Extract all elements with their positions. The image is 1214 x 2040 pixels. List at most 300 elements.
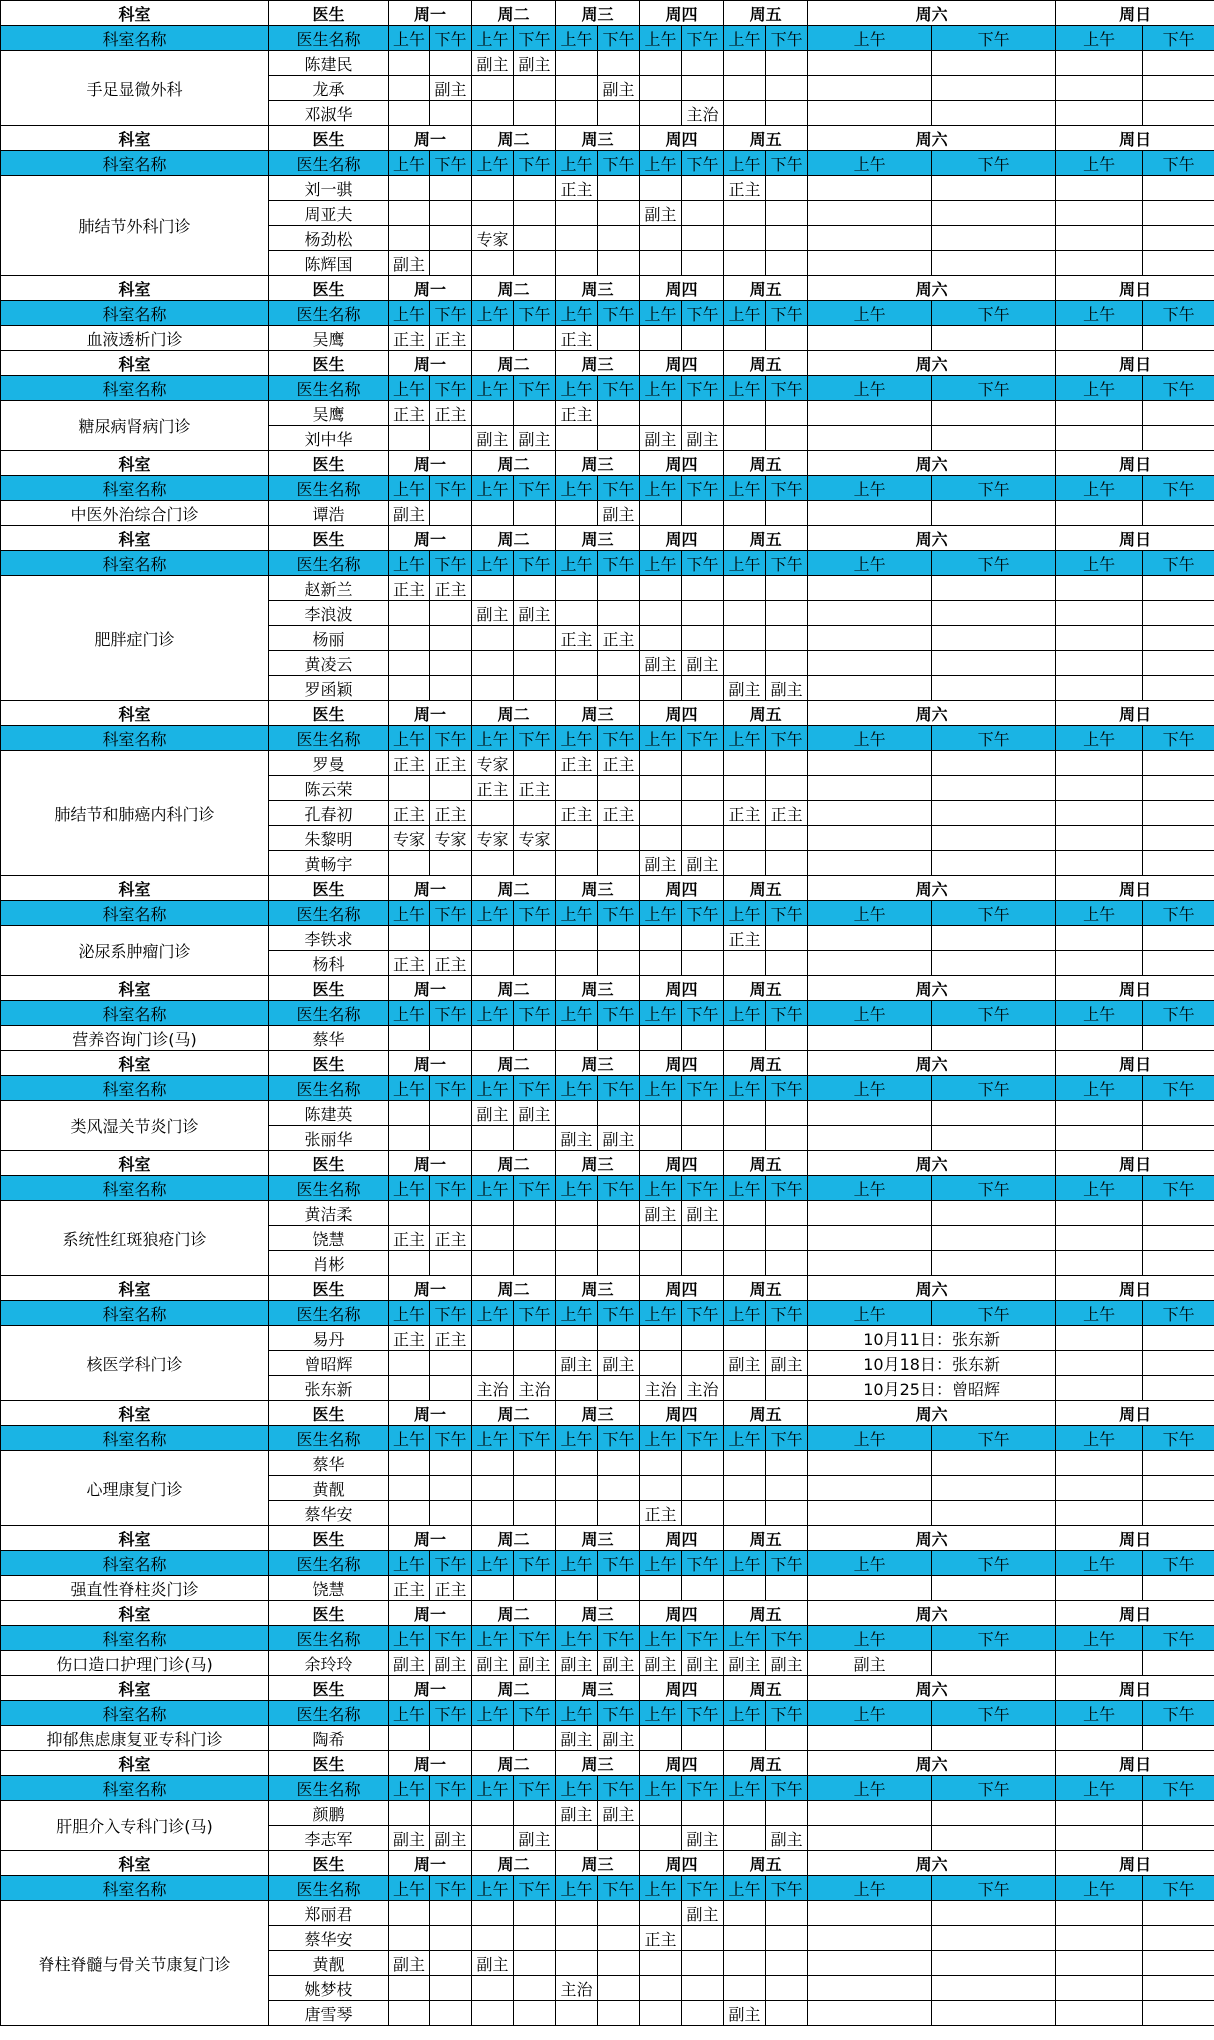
pm-header: 下午 (514, 901, 556, 926)
section-subheader-row (1, 1626, 1214, 1651)
schedule-slot: 正主 (556, 801, 598, 826)
schedule-slot (389, 1726, 430, 1751)
schedule-slot (808, 326, 932, 351)
pm-header: 下午 (598, 476, 640, 501)
doctor-name: 朱黎明 (269, 826, 389, 851)
am-header: 上午 (1056, 26, 1143, 51)
department-name: 心理康复门诊 (1, 1451, 269, 1526)
schedule-slot: 副主 (598, 76, 640, 101)
section-header-row (1, 351, 1214, 376)
doctor-name-header: 医生名称 (269, 1551, 389, 1576)
am-header: 上午 (389, 551, 430, 576)
day-header: 周日 (1056, 126, 1214, 151)
schedule-slot: 副主 (640, 651, 682, 676)
schedule-slot (682, 1576, 724, 1601)
pm-header: 下午 (766, 1626, 808, 1651)
doctor-column-header: 医生 (269, 351, 389, 376)
doctor-name: 蔡华 (269, 1451, 389, 1476)
schedule-slot: 专家 (472, 751, 514, 776)
schedule-slot (682, 201, 724, 226)
schedule-slot (932, 626, 1056, 651)
dept-name-header: 科室名称 (1, 1176, 269, 1201)
schedule-slot (932, 1801, 1056, 1826)
pm-header: 下午 (766, 1001, 808, 1026)
schedule-slot (682, 1126, 724, 1151)
schedule-slot (1056, 626, 1143, 651)
schedule-slot (598, 1451, 640, 1476)
day-header: 周六 (808, 351, 1056, 376)
schedule-slot (1143, 1201, 1214, 1226)
day-header: 周五 (724, 526, 808, 551)
am-header: 上午 (389, 151, 430, 176)
doctor-name-header: 医生名称 (269, 1626, 389, 1651)
am-header: 上午 (556, 901, 598, 926)
day-header: 周三 (556, 351, 640, 376)
schedule-slot (932, 751, 1056, 776)
schedule-slot (724, 1826, 766, 1851)
schedule-slot: 副主 (430, 1826, 472, 1851)
day-header: 周一 (389, 126, 472, 151)
pm-header: 下午 (1143, 726, 1214, 751)
schedule-slot: 正主 (556, 176, 598, 201)
day-header: 周日 (1056, 351, 1214, 376)
pm-header: 下午 (932, 1776, 1056, 1801)
day-header: 周四 (640, 701, 724, 726)
schedule-slot: 主治 (682, 1376, 724, 1401)
schedule-slot: 主治 (556, 1976, 598, 2001)
schedule-slot (1056, 1901, 1143, 1926)
schedule-slot (1056, 1726, 1143, 1751)
pm-header: 下午 (932, 901, 1056, 926)
pm-header: 下午 (766, 376, 808, 401)
schedule-slot (1143, 201, 1214, 226)
day-header: 周三 (556, 1, 640, 26)
day-header: 周六 (808, 976, 1056, 1001)
schedule-slot (472, 1826, 514, 1851)
am-header: 上午 (389, 901, 430, 926)
doctor-name-header: 医生名称 (269, 376, 389, 401)
schedule-slot (932, 1101, 1056, 1126)
schedule-slot (932, 826, 1056, 851)
am-header: 上午 (389, 1426, 430, 1451)
schedule-slot (808, 626, 932, 651)
doctor-name: 罗函颖 (269, 676, 389, 701)
schedule-slot (808, 751, 932, 776)
pm-header: 下午 (430, 726, 472, 751)
section-subheader-row (1, 1001, 1214, 1026)
schedule-slot (598, 1226, 640, 1251)
pm-header: 下午 (430, 376, 472, 401)
day-header: 周五 (724, 876, 808, 901)
doctor-name: 吴鹰 (269, 326, 389, 351)
pm-header: 下午 (598, 901, 640, 926)
schedule-slot (514, 751, 556, 776)
am-header: 上午 (724, 476, 766, 501)
am-header: 上午 (556, 476, 598, 501)
dept-name-header: 科室名称 (1, 901, 269, 926)
schedule-slot: 副主 (472, 426, 514, 451)
schedule-slot (389, 1451, 430, 1476)
day-header: 周五 (724, 126, 808, 151)
day-header: 周五 (724, 451, 808, 476)
pm-header: 下午 (1143, 1076, 1214, 1101)
day-header: 周一 (389, 451, 472, 476)
schedule-slot: 正主 (389, 576, 430, 601)
schedule-slot: 副主 (556, 1126, 598, 1151)
pm-header: 下午 (514, 1551, 556, 1576)
pm-header: 下午 (598, 1876, 640, 1901)
schedule-slot (472, 926, 514, 951)
schedule-slot (556, 1826, 598, 1851)
am-header: 上午 (808, 1176, 932, 1201)
schedule-slot (640, 1351, 682, 1376)
schedule-slot (724, 426, 766, 451)
schedule-slot (640, 1726, 682, 1751)
pm-header: 下午 (932, 476, 1056, 501)
schedule-slot (472, 1251, 514, 1276)
schedule-slot (389, 1201, 430, 1226)
schedule-slot (808, 1826, 932, 1851)
schedule-slot (808, 226, 932, 251)
day-header: 周五 (724, 1151, 808, 1176)
schedule-slot (1056, 176, 1143, 201)
schedule-slot (808, 1201, 932, 1226)
schedule-slot (1056, 2001, 1143, 2026)
schedule-slot: 副主 (514, 601, 556, 626)
pm-header: 下午 (514, 476, 556, 501)
schedule-slot: 专家 (430, 826, 472, 851)
schedule-slot (766, 401, 808, 426)
schedule-slot (598, 1951, 640, 1976)
doctor-row (1, 501, 1214, 526)
am-header: 上午 (472, 1626, 514, 1651)
pm-header: 下午 (598, 1001, 640, 1026)
day-header: 周六 (808, 1, 1056, 26)
schedule-slot (682, 2001, 724, 2026)
schedule-slot (1056, 426, 1143, 451)
schedule-slot (556, 1251, 598, 1276)
schedule-slot: 副主 (430, 1651, 472, 1676)
schedule-slot (472, 76, 514, 101)
schedule-slot (472, 501, 514, 526)
am-header: 上午 (389, 376, 430, 401)
doctor-name: 杨丽 (269, 626, 389, 651)
doctor-name: 刘中华 (269, 426, 389, 451)
schedule-slot (766, 1451, 808, 1476)
schedule-slot (556, 1376, 598, 1401)
schedule-slot (556, 501, 598, 526)
schedule-slot: 正主 (472, 776, 514, 801)
am-header: 上午 (808, 1551, 932, 1576)
am-header: 上午 (724, 1076, 766, 1101)
dept-name-header: 科室名称 (1, 1701, 269, 1726)
am-header: 上午 (808, 551, 932, 576)
schedule-slot: 副主 (682, 1201, 724, 1226)
schedule-slot: 正主 (389, 401, 430, 426)
schedule-slot (514, 2001, 556, 2026)
schedule-slot (472, 1201, 514, 1226)
schedule-slot (682, 776, 724, 801)
schedule-slot (724, 1226, 766, 1251)
pm-header: 下午 (514, 726, 556, 751)
schedule-slot (682, 1226, 724, 1251)
schedule-slot (932, 1726, 1056, 1751)
dept-column-header: 科室 (1, 1851, 269, 1876)
schedule-slot (389, 926, 430, 951)
schedule-slot (932, 676, 1056, 701)
day-header: 周日 (1056, 1051, 1214, 1076)
am-header: 上午 (1056, 1001, 1143, 1026)
am-header: 上午 (389, 1176, 430, 1201)
schedule-slot: 正主 (556, 626, 598, 651)
schedule-slot (430, 1926, 472, 1951)
schedule-slot: 副主 (724, 2001, 766, 2026)
schedule-slot (389, 1976, 430, 2001)
am-header: 上午 (640, 1001, 682, 1026)
am-header: 上午 (389, 26, 430, 51)
schedule-slot (640, 1251, 682, 1276)
schedule-slot (1143, 51, 1214, 76)
dept-name-header: 科室名称 (1, 1776, 269, 1801)
am-header: 上午 (724, 301, 766, 326)
schedule-slot (1143, 651, 1214, 676)
day-header: 周六 (808, 1851, 1056, 1876)
pm-header: 下午 (430, 1701, 472, 1726)
doctor-name-header: 医生名称 (269, 551, 389, 576)
am-header: 上午 (808, 1301, 932, 1326)
schedule-slot (1056, 1926, 1143, 1951)
am-header: 上午 (808, 1701, 932, 1726)
schedule-slot (640, 251, 682, 276)
schedule-slot (514, 801, 556, 826)
schedule-slot: 正主 (724, 176, 766, 201)
pm-header: 下午 (514, 301, 556, 326)
day-header: 周六 (808, 526, 1056, 551)
am-header: 上午 (472, 1551, 514, 1576)
am-header: 上午 (724, 901, 766, 926)
schedule-slot (640, 501, 682, 526)
schedule-slot (640, 926, 682, 951)
schedule-slot (808, 1451, 932, 1476)
schedule-slot (472, 626, 514, 651)
dept-name-header: 科室名称 (1, 551, 269, 576)
schedule-slot (389, 76, 430, 101)
schedule-slot (430, 1351, 472, 1376)
schedule-slot (932, 1901, 1056, 1926)
section-subheader-row (1, 726, 1214, 751)
schedule-slot (598, 226, 640, 251)
schedule-slot (1056, 1476, 1143, 1501)
schedule-slot: 副主 (640, 1651, 682, 1676)
schedule-slot (389, 1376, 430, 1401)
am-header: 上午 (472, 1176, 514, 1201)
schedule-slot: 副主 (682, 1901, 724, 1926)
schedule-slot (430, 1476, 472, 1501)
doctor-name-header: 医生名称 (269, 1176, 389, 1201)
am-header: 上午 (724, 1776, 766, 1801)
department-name: 血液透析门诊 (1, 326, 269, 351)
schedule-slot (808, 651, 932, 676)
day-header: 周三 (556, 1751, 640, 1776)
pm-header: 下午 (430, 1876, 472, 1901)
schedule-slot (1056, 1326, 1143, 1351)
schedule-slot (724, 1976, 766, 2001)
schedule-slot (932, 801, 1056, 826)
schedule-slot (389, 1901, 430, 1926)
schedule-slot (724, 651, 766, 676)
day-header: 周二 (472, 1276, 556, 1301)
day-header: 周一 (389, 276, 472, 301)
day-header: 周六 (808, 126, 1056, 151)
doctor-name-header: 医生名称 (269, 1076, 389, 1101)
schedule-slot (472, 1976, 514, 2001)
pm-header: 下午 (682, 1301, 724, 1326)
am-header: 上午 (724, 26, 766, 51)
day-header: 周五 (724, 1276, 808, 1301)
schedule-slot (598, 1901, 640, 1926)
am-header: 上午 (556, 376, 598, 401)
schedule-slot (766, 626, 808, 651)
schedule-slot (682, 576, 724, 601)
pm-header: 下午 (932, 151, 1056, 176)
schedule-slot (598, 1826, 640, 1851)
schedule-slot: 副主 (682, 651, 724, 676)
schedule-slot: 副主 (640, 1201, 682, 1226)
pm-header: 下午 (766, 1876, 808, 1901)
schedule-slot (724, 576, 766, 601)
schedule-slot (640, 601, 682, 626)
schedule-slot (598, 651, 640, 676)
schedule-slot (389, 1251, 430, 1276)
section-subheader-row (1, 1176, 1214, 1201)
saturday-note: 10月25日：曾昭辉 (808, 1376, 1056, 1401)
day-header: 周日 (1056, 1676, 1214, 1701)
schedule-slot (1143, 401, 1214, 426)
pm-header: 下午 (682, 1876, 724, 1901)
schedule-slot (932, 326, 1056, 351)
doctor-name-header: 医生名称 (269, 1001, 389, 1026)
schedule-slot: 正主 (389, 1326, 430, 1351)
pm-header: 下午 (682, 1001, 724, 1026)
schedule-slot (472, 1501, 514, 1526)
schedule-slot (430, 226, 472, 251)
dept-name-header: 科室名称 (1, 1076, 269, 1101)
day-header: 周五 (724, 1676, 808, 1701)
day-header: 周六 (808, 1276, 1056, 1301)
section-subheader-row (1, 1701, 1214, 1726)
pm-header: 下午 (1143, 1626, 1214, 1651)
department-name: 肥胖症门诊 (1, 576, 269, 701)
schedule-slot (1056, 1126, 1143, 1151)
am-header: 上午 (389, 1701, 430, 1726)
schedule-slot (932, 251, 1056, 276)
schedule-slot (766, 576, 808, 601)
schedule-slot (598, 926, 640, 951)
schedule-slot (766, 1801, 808, 1826)
schedule-slot: 主治 (514, 1376, 556, 1401)
schedule-slot (932, 1501, 1056, 1526)
pm-header: 下午 (514, 26, 556, 51)
schedule-slot (640, 576, 682, 601)
schedule-slot: 正主 (724, 926, 766, 951)
schedule-slot (640, 101, 682, 126)
doctor-column-header: 医生 (269, 1, 389, 26)
schedule-slot (724, 626, 766, 651)
schedule-slot (556, 1451, 598, 1476)
schedule-slot (724, 1926, 766, 1951)
day-header: 周一 (389, 1151, 472, 1176)
schedule-slot (766, 951, 808, 976)
department-name: 抑郁焦虑康复亚专科门诊 (1, 1726, 269, 1751)
schedule-slot (556, 951, 598, 976)
am-header: 上午 (389, 1301, 430, 1326)
doctor-name-header: 医生名称 (269, 726, 389, 751)
am-header: 上午 (640, 476, 682, 501)
day-header: 周二 (472, 1851, 556, 1876)
day-header: 周四 (640, 1851, 724, 1876)
doctor-name: 曾昭辉 (269, 1351, 389, 1376)
schedule-slot (514, 1501, 556, 1526)
saturday-note: 10月18日：张东新 (808, 1351, 1056, 1376)
schedule-slot (932, 1226, 1056, 1251)
doctor-column-header: 医生 (269, 451, 389, 476)
schedule-slot (514, 676, 556, 701)
doctor-name: 姚梦枝 (269, 1976, 389, 2001)
schedule-slot (682, 826, 724, 851)
day-header: 周日 (1056, 1526, 1214, 1551)
schedule-slot (430, 601, 472, 626)
schedule-slot (766, 1226, 808, 1251)
schedule-slot (808, 1476, 932, 1501)
pm-header: 下午 (430, 26, 472, 51)
day-header: 周一 (389, 1276, 472, 1301)
schedule-slot (724, 1326, 766, 1351)
department-name: 脊柱脊髓与骨关节康复门诊 (1, 1901, 269, 2026)
schedule-slot: 副主 (472, 51, 514, 76)
doctor-row (1, 1726, 1214, 1751)
doctor-name-header: 医生名称 (269, 301, 389, 326)
am-header: 上午 (1056, 1701, 1143, 1726)
doctor-name: 龙承 (269, 76, 389, 101)
schedule-slot: 副主 (472, 601, 514, 626)
schedule-slot (808, 926, 932, 951)
schedule-slot (556, 76, 598, 101)
day-header: 周三 (556, 701, 640, 726)
schedule-slot (724, 1801, 766, 1826)
day-header: 周六 (808, 1401, 1056, 1426)
schedule-slot (682, 76, 724, 101)
schedule-slot (1143, 326, 1214, 351)
schedule-slot: 专家 (514, 826, 556, 851)
schedule-slot (766, 1501, 808, 1526)
schedule-slot (640, 1901, 682, 1926)
section-header-row (1, 1051, 1214, 1076)
schedule-slot (556, 251, 598, 276)
schedule-slot: 副主 (472, 1651, 514, 1676)
schedule-slot (724, 951, 766, 976)
schedule-slot: 副主 (389, 1951, 430, 1976)
dept-column-header: 科室 (1, 1401, 269, 1426)
schedule-slot: 副主 (724, 1351, 766, 1376)
day-header: 周四 (640, 276, 724, 301)
section-header-row (1, 451, 1214, 476)
schedule-slot (766, 101, 808, 126)
pm-header: 下午 (682, 1626, 724, 1651)
schedule-slot (1143, 601, 1214, 626)
schedule-slot (682, 1726, 724, 1751)
dept-name-header: 科室名称 (1, 26, 269, 51)
am-header: 上午 (472, 376, 514, 401)
